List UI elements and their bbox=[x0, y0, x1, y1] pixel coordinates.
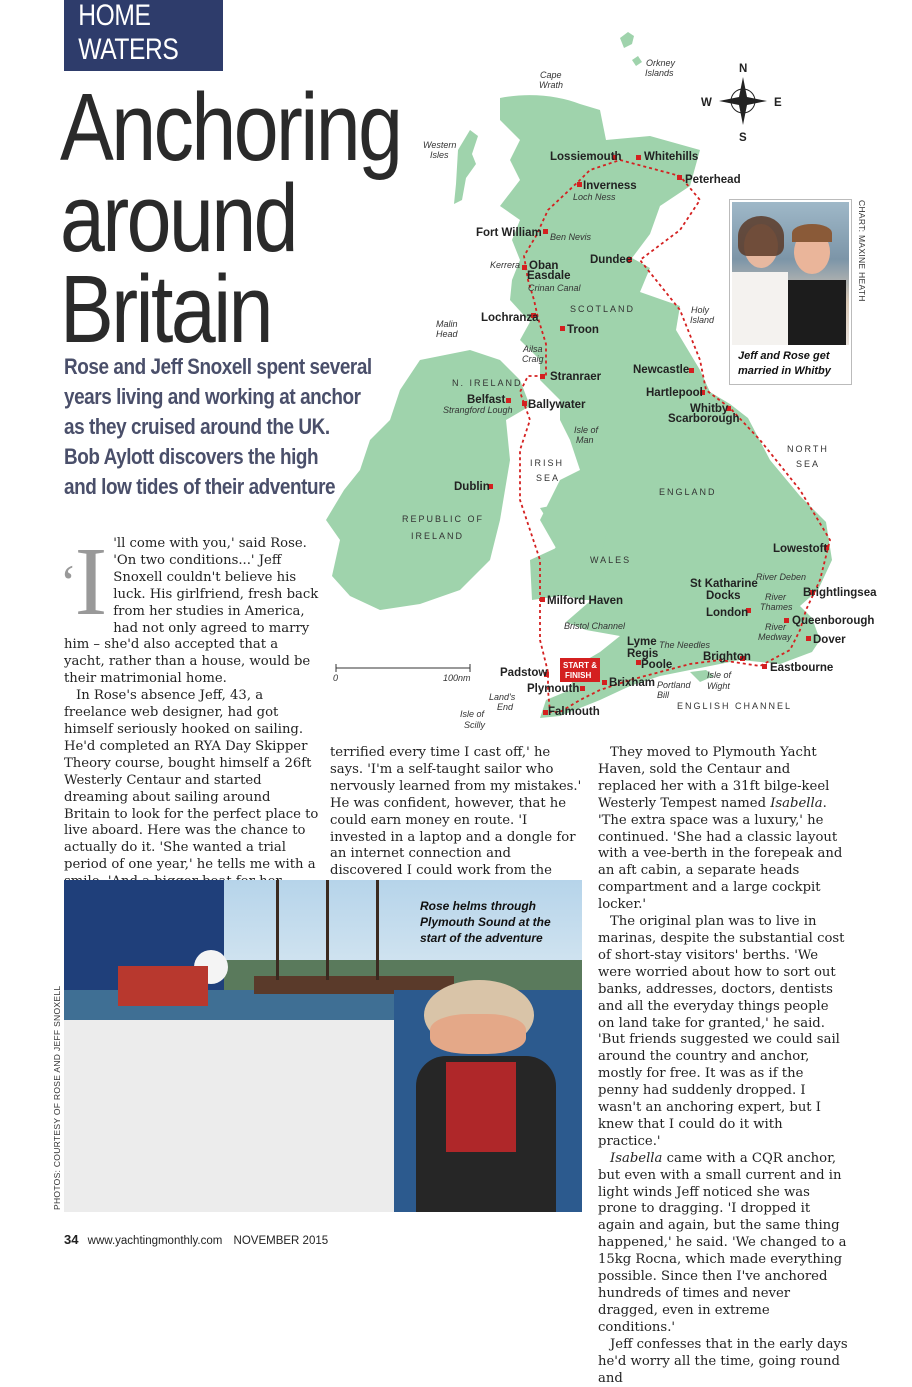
compass-rose-icon bbox=[701, 63, 782, 144]
western-isles-land bbox=[454, 130, 478, 204]
label-dundee: Dundee bbox=[590, 254, 633, 266]
label-brixham: Brixham bbox=[609, 677, 656, 689]
standfirst-line: Rose and Jeff Snoxell spent several bbox=[64, 354, 372, 379]
label-end: End bbox=[497, 702, 514, 712]
body-paragraph: Jeff confesses that in the early days he'd worry all the time, going round and bbox=[598, 1336, 848, 1386]
orkney-land bbox=[620, 32, 642, 66]
footer-url: www.yachtingmonthly.com bbox=[87, 1235, 223, 1247]
label-river-deben: River Deben bbox=[756, 572, 807, 582]
label-orkney: Orkney bbox=[646, 58, 676, 68]
label-cape: Cape bbox=[540, 70, 562, 80]
label-scotland: SCOTLAND bbox=[570, 304, 636, 314]
scale-max: 100nm bbox=[443, 673, 471, 683]
label-isles-of: Isle of bbox=[460, 709, 485, 719]
headline-line-1: Anchoring bbox=[60, 74, 401, 181]
label-newcastle: Newcastle bbox=[633, 364, 690, 376]
label-isle-of-2: Isle of bbox=[707, 670, 732, 680]
label-river: River bbox=[765, 592, 787, 602]
standfirst-line: and low tides of their adventure bbox=[64, 474, 336, 499]
label-republic: REPUBLIC OF bbox=[402, 514, 485, 524]
label-whitby: Whitby bbox=[690, 403, 729, 415]
label-lochranza: Lochranza bbox=[481, 312, 539, 324]
label-london: London bbox=[706, 607, 749, 619]
label-islands: Islands bbox=[645, 68, 674, 78]
compass-e: E bbox=[774, 97, 782, 109]
finish-label: FINISH bbox=[565, 671, 592, 680]
label-ireland: IRELAND bbox=[411, 531, 465, 541]
label-medway: Medway bbox=[758, 632, 792, 642]
inset-caption bbox=[732, 345, 849, 379]
label-st-katharine: St Katharine bbox=[690, 578, 758, 590]
label-milford-haven: Milford Haven bbox=[547, 595, 624, 607]
label-bristol: Bristol Channel bbox=[564, 621, 626, 631]
body-paragraph: They moved to Plymouth Yacht Haven, sold the Centaur and replaced her with a 31ft bilge-keel Westerly Tempest named Isabella. 'The extra space was a luxury,' he continued. 'She had a classic layout with a vee-berth in the forepeak and an aft cabin, a separate heads compartment and a large cockpit locker.' bbox=[598, 745, 843, 913]
wedding-photo-card bbox=[730, 200, 851, 384]
main-photo bbox=[64, 880, 582, 1212]
photo-caption-line: Plymouth Sound at the bbox=[420, 915, 551, 929]
label-lossiemouth: Lossiemouth bbox=[550, 151, 622, 163]
label-holy: Holy bbox=[691, 305, 710, 315]
scale-zero: 0 bbox=[333, 673, 339, 683]
photo-caption bbox=[420, 898, 580, 946]
label-western: Western bbox=[423, 140, 457, 150]
label-whitehills: Whitehills bbox=[644, 151, 699, 163]
label-brightlingsea: Brightlingsea bbox=[803, 587, 877, 599]
label-lyme: Lyme bbox=[627, 636, 657, 648]
label-head: Head bbox=[436, 329, 458, 339]
label-inverness: Inverness bbox=[583, 180, 637, 192]
label-dover: Dover bbox=[813, 634, 846, 646]
scale-bar bbox=[333, 664, 471, 683]
label-regis: Regis bbox=[627, 648, 659, 660]
standfirst-line: as they cruised around the UK. bbox=[64, 414, 330, 439]
footer-issue: NOVEMBER 2015 bbox=[233, 1235, 329, 1247]
start-finish-badge bbox=[560, 658, 600, 682]
label-loch-ness: Loch Ness bbox=[573, 192, 616, 202]
label-brighton: Brighton bbox=[703, 651, 751, 663]
label-man: Man bbox=[576, 435, 594, 445]
photo-credit: PHOTOS: COURTESY OF ROSE AND JEFF SNOXELL bbox=[52, 985, 62, 1210]
page-number: 34 bbox=[64, 1232, 79, 1247]
label-craig: Craig bbox=[522, 354, 544, 364]
label-wales: WALES bbox=[590, 555, 632, 565]
label-fort-william: Fort William bbox=[476, 227, 542, 239]
label-oban: Oban bbox=[529, 260, 559, 272]
label-north-sea: SEA bbox=[796, 459, 821, 469]
label-ballywater: Ballywater bbox=[528, 399, 586, 411]
label-peterhead: Peterhead bbox=[685, 174, 741, 186]
label-wight: Wight bbox=[707, 681, 730, 691]
body-paragraph: Isabella came with a CQR anchor, but even with a small current and in light winds Jeff noticed she was prone to dragging. 'I dropped it again and again, but the same thing happened,' he said. 'We changed to a 15kg Rocna, which made everything possible. Since then I've anchored hundreds of times and never dragged, even in extreme conditions.' bbox=[598, 1150, 847, 1335]
label-belfast: Belfast bbox=[467, 394, 506, 406]
label-english-channel: ENGLISH CHANNEL bbox=[677, 701, 793, 711]
compass-w: W bbox=[701, 97, 712, 109]
label-n-ireland: N. IRELAND bbox=[452, 378, 523, 388]
label-ailsa: Ailsa bbox=[523, 344, 543, 354]
inset-caption-line: Jeff and Rose get bbox=[738, 350, 830, 362]
label-falmouth: Falmouth bbox=[548, 706, 600, 718]
compass-s: S bbox=[739, 132, 747, 144]
photo-caption-line: start of the adventure bbox=[420, 931, 543, 945]
body-paragraph: In Rose's absence Jeff, 43, a freelance web designer, had got himself seriously hooked on sailing. He'd completed an RYA Day Skipper Theory course, bought himself a 26ft Westerly Centaur and started dreaming about sailing around Britain to look for the perfect place to live aboard. Here was the chance to actually do it. 'She wanted a trial period of one year,' he tells me with a bbox=[64, 688, 319, 873]
ireland-land bbox=[326, 350, 530, 610]
chart-credit: CHART: MAXINE HEATH bbox=[857, 200, 867, 302]
label-strangford: Strangford Lough bbox=[443, 405, 513, 415]
label-needles: The Needles bbox=[659, 640, 711, 650]
label-lowestoft: Lowestoft bbox=[773, 543, 828, 555]
wedding-photo bbox=[732, 202, 849, 345]
body-paragraph: 'll come with you,' said Rose. 'On two conditions...' Jeff Snoxell couldn't believe his luck. His girlfriend, fresh back from her studies in America, had not only agreed to marry him – she'd also accepted that a yacht, rather than a house, would be their matrimonial home. bbox=[64, 536, 319, 687]
label-dublin: Dublin bbox=[454, 481, 490, 493]
body-paragraph: The original plan was to live in marinas, despite the substantial cost of short-stay visitors' berths. 'We were worried about how to sort out banks, addresses, doctors, dentists and all the everyday things people on land take for granted,' he said. 'But friends suggested we could sail around the country and anchor, mostly for free. It was as if the penny had suddenly dropped. I wasn't an anchoring expert, but I knew that I could do it with practice.' bbox=[598, 914, 845, 1149]
label-kerrera: Kerrera bbox=[490, 260, 521, 270]
label-irish-sea: SEA bbox=[536, 473, 561, 483]
label-river-2: River bbox=[765, 622, 787, 632]
section-tag-label: HOME WATERS bbox=[78, 0, 179, 66]
label-padstow: Padstow bbox=[500, 667, 548, 679]
label-easdale: Easdale bbox=[527, 270, 571, 282]
page-footer bbox=[64, 1232, 328, 1247]
photo-caption-line: Rose helms through bbox=[420, 899, 537, 913]
label-isle-of: Isle of bbox=[574, 425, 599, 435]
label-irish: IRISH bbox=[530, 458, 565, 468]
label-scilly: Scilly bbox=[464, 720, 486, 730]
label-malin: Malin bbox=[436, 319, 458, 329]
label-ben-nevis: Ben Nevis bbox=[550, 232, 592, 242]
standfirst bbox=[64, 352, 372, 502]
label-wrath: Wrath bbox=[539, 80, 564, 90]
label-island: Island bbox=[690, 315, 715, 325]
compass-n: N bbox=[739, 63, 748, 75]
label-crinan: Crinan Canal bbox=[528, 283, 581, 293]
dropcap: ‘I bbox=[60, 528, 108, 636]
label-portland: Portland bbox=[657, 680, 691, 690]
wales-land bbox=[540, 500, 612, 600]
label-plymouth: Plymouth bbox=[527, 683, 580, 695]
label-thames: Thames bbox=[760, 602, 793, 612]
label-england: ENGLAND bbox=[659, 487, 717, 497]
label-bill: Bill bbox=[657, 690, 670, 700]
label-hartlepool: Hartlepool bbox=[646, 387, 703, 399]
headline-line-2: around bbox=[60, 165, 296, 272]
label-queenborough: Queenborough bbox=[792, 615, 875, 627]
headline-line-3: Britain bbox=[60, 256, 271, 363]
label-stranraer: Stranraer bbox=[550, 371, 602, 383]
standfirst-line: Bob Aylott discovers the high bbox=[64, 444, 319, 469]
label-docks: Docks bbox=[706, 590, 741, 602]
label-scarborough: Scarborough bbox=[668, 413, 740, 425]
label-eastbourne: Eastbourne bbox=[770, 662, 834, 674]
label-lands: Land's bbox=[489, 692, 516, 702]
label-troon: Troon bbox=[567, 324, 599, 336]
section-tag bbox=[64, 0, 223, 71]
standfirst-line: years living and working at anchor bbox=[64, 384, 361, 409]
label-isles: Isles bbox=[430, 150, 449, 160]
inset-caption-line: married in Whitby bbox=[738, 365, 831, 377]
body-paragraph: terrified every time I cast off,' he says. 'I'm a self-taught sailor who nervously learned from my mistakes.' He was confident, however, that he could earn money en route. 'I invested in a laptop and a dongle for an internet connection and discovered I could work from the bbox=[330, 745, 582, 879]
label-poole: Poole bbox=[641, 659, 673, 671]
label-north: NORTH bbox=[787, 444, 829, 454]
start-label: START & bbox=[563, 661, 598, 670]
body-column-3 bbox=[598, 745, 848, 1387]
